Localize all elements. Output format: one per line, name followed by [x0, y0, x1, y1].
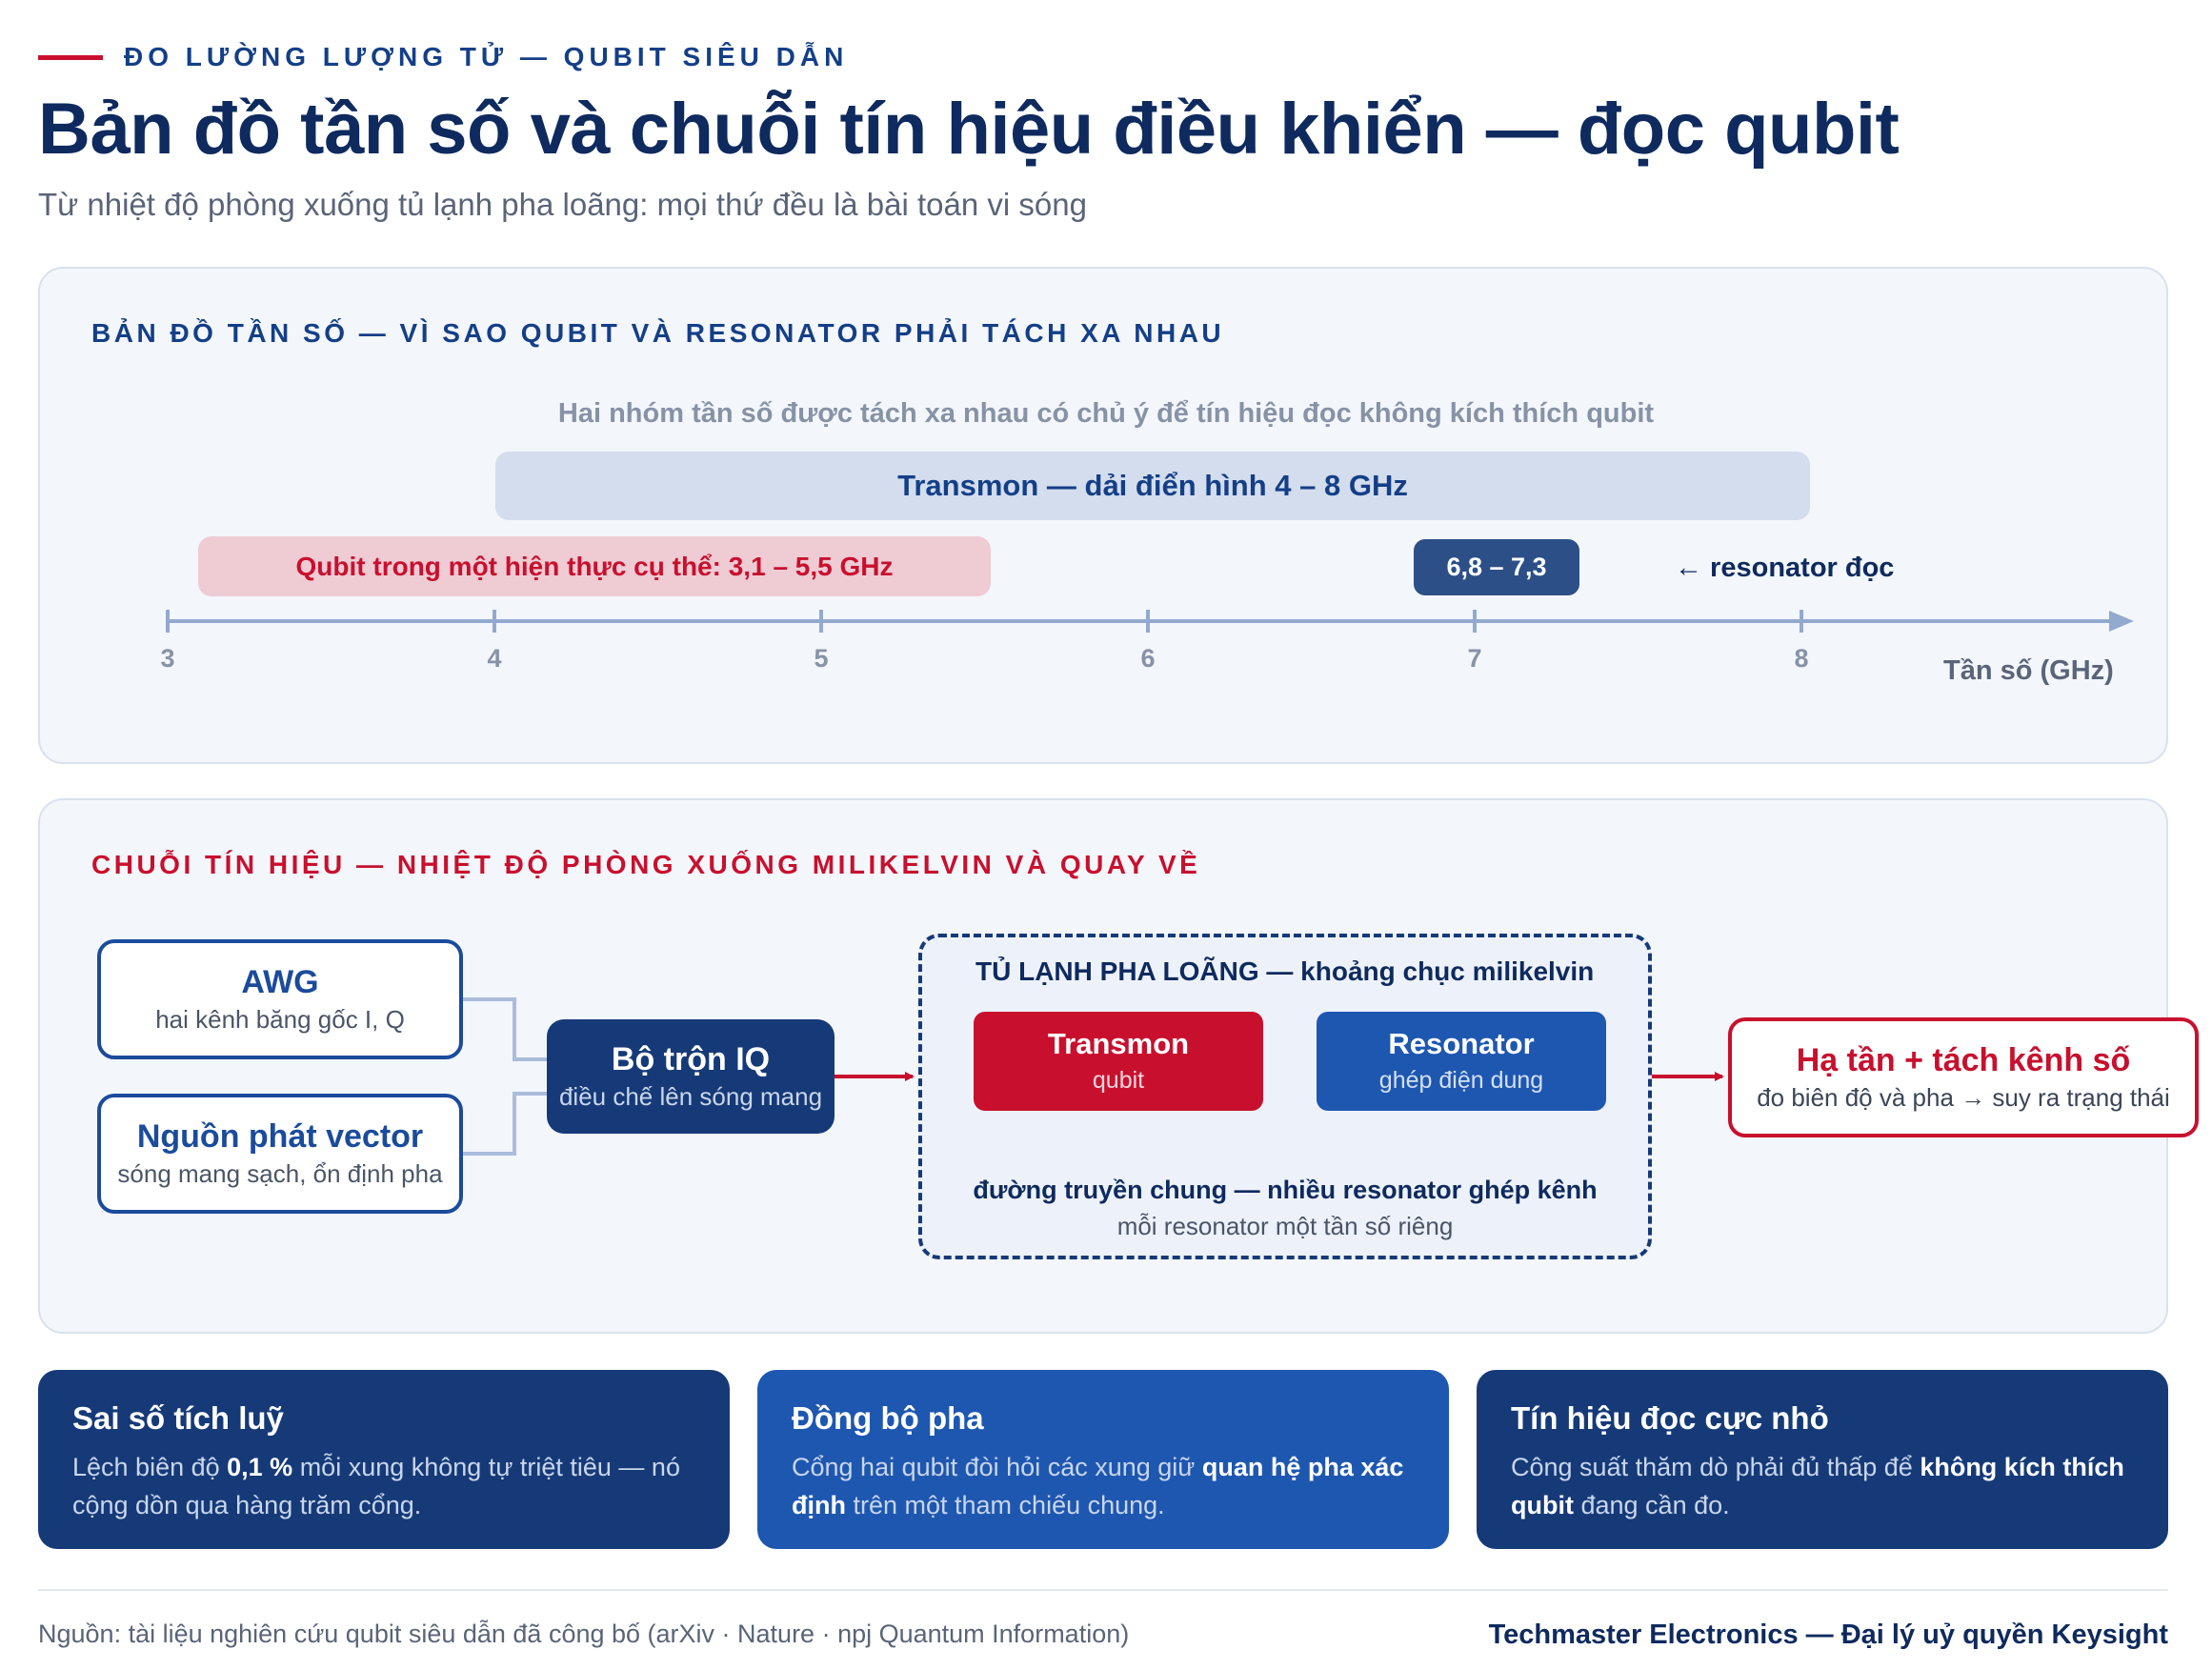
iq-mixer-subtitle: điều chế lên sóng mang [558, 1082, 823, 1111]
awg-node [97, 939, 463, 1059]
transmon-subtitle: qubit [1092, 1067, 1145, 1094]
awg-to-mixer-connector [463, 999, 547, 1059]
vector-source-subtitle: sóng mang sạch, ổn định pha [117, 1159, 443, 1188]
card-cumulative-error [38, 1370, 730, 1549]
axis-tick-label: 5 [814, 644, 829, 673]
eyebrow: ĐO LƯỜNG LƯỢNG TỬ — QUBIT SIÊU DẪN [124, 42, 849, 71]
card-weak-readout [1477, 1370, 2168, 1549]
feedline-sublabel: mỗi resonator một tần số riêng [1116, 1212, 1454, 1240]
vsg-to-mixer-connector [463, 1094, 547, 1154]
vector-source-title: Nguồn phát vector [136, 1118, 424, 1155]
axis-tick-label: 8 [1794, 644, 1809, 673]
axis-tick-label: 6 [1140, 644, 1156, 673]
downconvert-title: Hạ tần + tách kênh số [1796, 1042, 2131, 1078]
resonator-node [1317, 1012, 1606, 1111]
downconvert-subtitle: đo biên độ và pha → suy ra trạng thái [1757, 1083, 2170, 1112]
vector-source-node [97, 1094, 463, 1214]
transmon-node [974, 1012, 1263, 1111]
axis-tick-label: 3 [160, 644, 175, 673]
resonator-title: Resonator [1388, 1027, 1535, 1060]
frequency-map-note: Hai nhóm tần số được tách xa nhau có chủ ý để tín hiệu đọc không kích thích qubit [557, 398, 1655, 429]
dilution-fridge-title: TỦ LẠNH PHA LOÃNG — khoảng chục milikelvin [975, 956, 1595, 986]
iq-mixer-title: Bộ trộn IQ [611, 1041, 771, 1077]
qubit-band: Qubit trong một hiện thực cụ thể: 3,1 – 5,5 GHz [198, 536, 991, 596]
feedline-label: đường truyền chung — nhiều resonator ghép kênh [973, 1176, 1598, 1204]
resonator-subtitle: ghép điện dung [1378, 1067, 1544, 1094]
axis-tick-label: 7 [1467, 644, 1482, 673]
transmon-band: Transmon — dải điển hình 4 – 8 GHz [495, 452, 1810, 520]
card-title: Đồng bộ pha [792, 1400, 984, 1436]
resonator-band: 6,8 – 7,3 [1414, 539, 1579, 595]
page-title: Bản đồ tần số và chuỗi tín hiệu điều khiển — đọc qubit [38, 89, 1900, 170]
axis-tick-label: 4 [487, 644, 502, 673]
card-phase-sync [757, 1370, 1449, 1549]
iq-mixer-node [547, 1019, 835, 1134]
footer-brand: Techmaster Electronics — Đại lý uỷ quyền Keysight [1488, 1620, 2168, 1650]
awg-title: AWG [241, 964, 319, 1000]
transmon-title: Transmon [1047, 1027, 1190, 1060]
card-title: Tín hiệu đọc cực nhỏ [1511, 1400, 1829, 1436]
card-title: Sai số tích luỹ [72, 1400, 284, 1436]
downconvert-node [1728, 1017, 2199, 1137]
footer-divider [38, 1589, 2168, 1591]
signal-chain-title: CHUỖI TÍN HIỆU — NHIỆT ĐỘ PHÒNG XUỐNG MILIKELVIN VÀ QUAY VỀ [91, 850, 1201, 879]
awg-subtitle: hai kênh băng gốc I, Q [155, 1005, 405, 1034]
card-body: Công suất thăm dò phải đủ thấp để không kích thích qubit đang cần đo. [1511, 1453, 2124, 1519]
card-body: Cổng hai qubit đòi hỏi các xung giữ quan hệ pha xác định trên một tham chiếu chung. [792, 1453, 1404, 1519]
frequency-map-title: BẢN ĐỒ TẦN SỐ — VÌ SAO QUBIT VÀ RESONATOR PHẢI TÁCH XA NHAU [91, 318, 1225, 348]
footer-source: Nguồn: tài liệu nghiên cứu qubit siêu dẫn đã công bố (arXiv · Nature · npj Quantum Information) [38, 1620, 1130, 1648]
page-subtitle: Từ nhiệt độ phòng xuống tủ lạnh pha loãng: mọi thứ đều là bài toán vi sóng [38, 187, 1087, 222]
card-body: Lệch biên độ 0,1 % mỗi xung không tự triệt tiêu — nó cộng dồn qua hàng trăm cổng. [72, 1453, 680, 1519]
frequency-axis-label: Tần số (GHz) [1943, 655, 2114, 686]
resonator-band-label: ← resonator đọc [1675, 553, 1895, 583]
